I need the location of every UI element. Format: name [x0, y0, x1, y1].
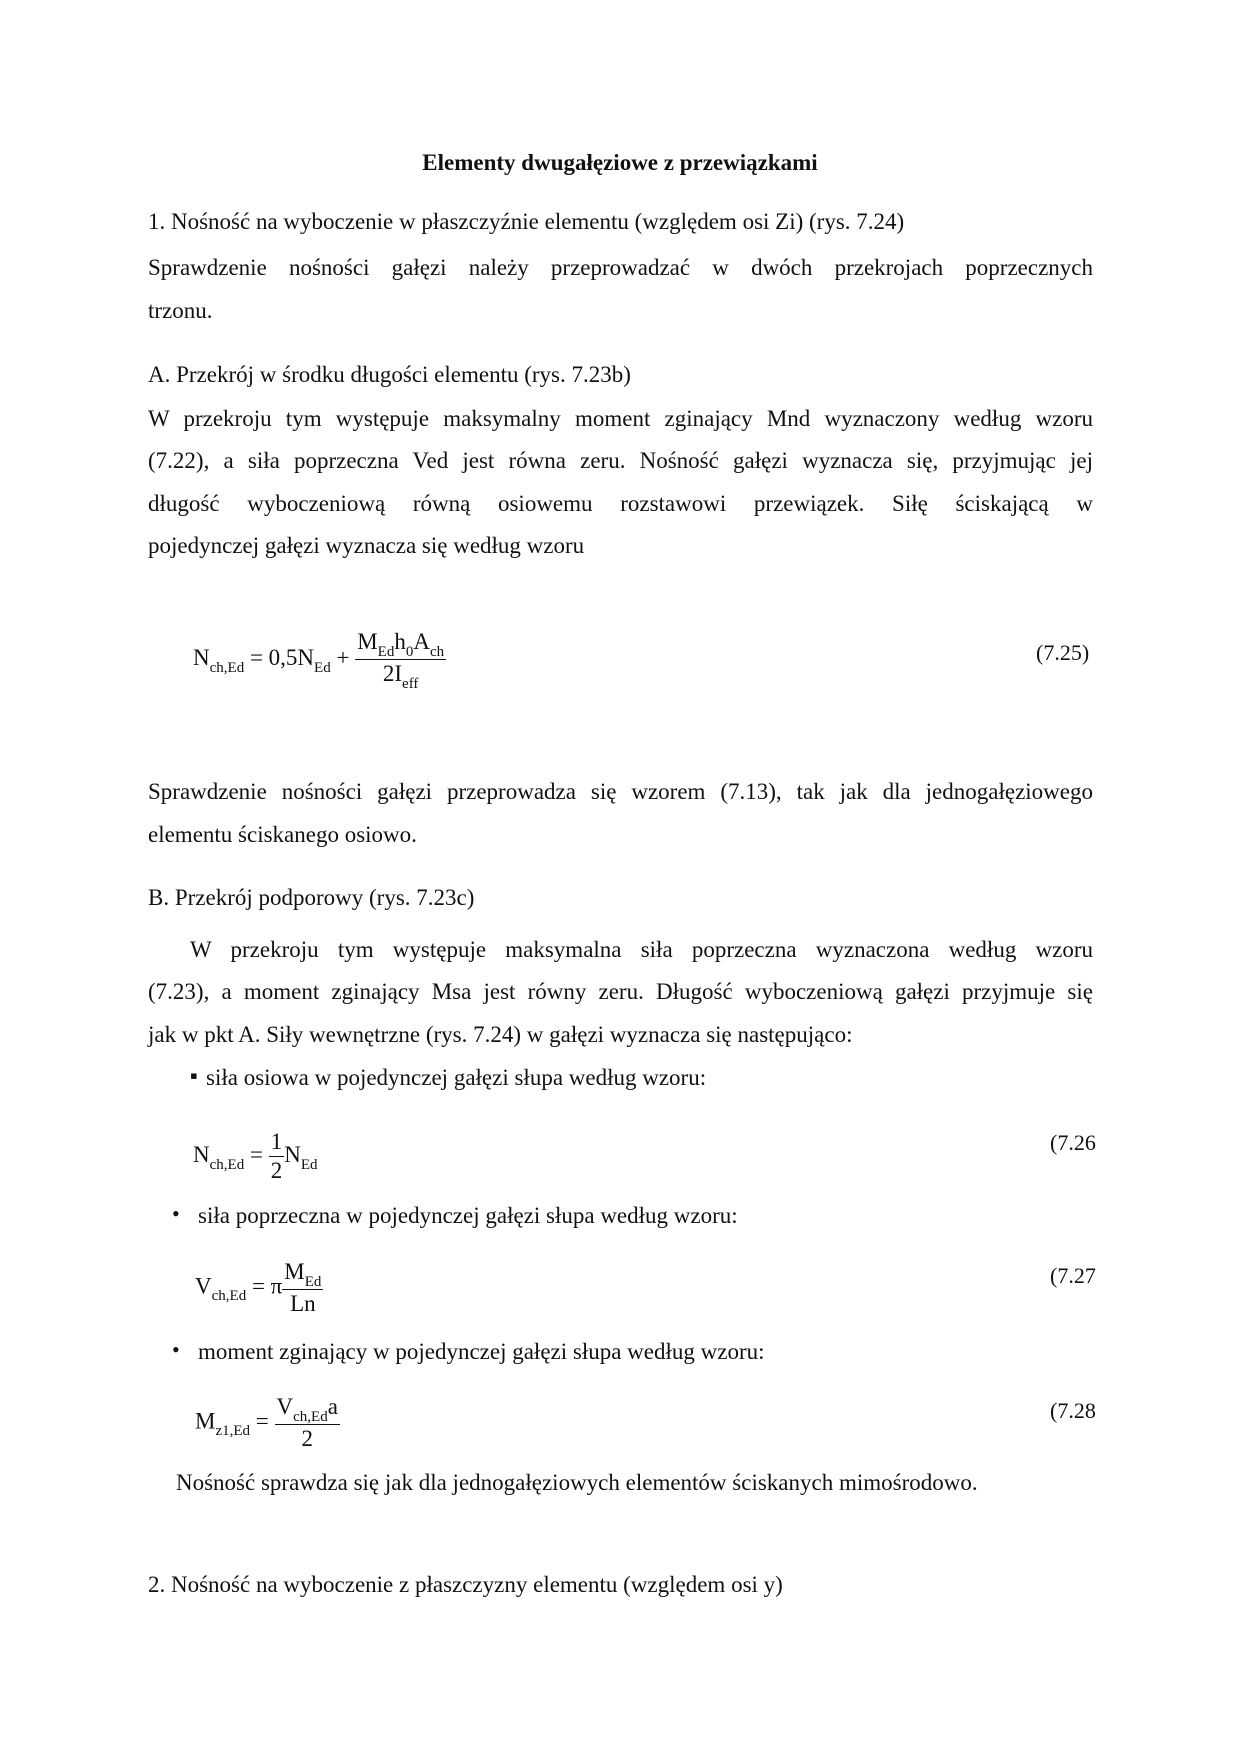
bullet-1-marker: ▪ [190, 1063, 198, 1088]
bullet-3-marker: • [172, 1337, 180, 1362]
page-title: Elementy dwugałęziowe z przewiązkami [422, 150, 818, 175]
paragraph-a-line-2: (7.22), a siła poprzeczna Ved jest równa zeru. Nośność gałęzi wyznacza się, przyjmując jej [148, 448, 1093, 473]
bullet-3-text: moment zginający w pojedynczej gałęzi słupa według wzoru: [198, 1339, 765, 1364]
subsection-b-heading: B. Przekrój podporowy (rys. 7.23c) [148, 885, 475, 910]
eq725-rhs1-sub: Ed [314, 659, 331, 676]
bullet-2-marker: • [172, 1201, 180, 1226]
paragraph-b-line-1: Sprawdzenie nośności gałęzi przeprowadza się wzorem (7.13), tak jak dla jednogałęziowego [148, 779, 1093, 804]
paragraph-a-line-4: pojedynczej gałęzi wyznacza się według wzoru [148, 533, 585, 558]
eq725-plus: + [336, 644, 350, 670]
equation-number-7-25: (7.25) [1036, 640, 1090, 665]
eq728-fraction: $\frac{V_{ch,Ed}a}{2}$ [276, 1394, 338, 1451]
paragraph-c-line-2: (7.23), a moment zginający Msa jest równy zeru. Długość wyboczeniową gałęzi przyjmuje się [148, 979, 1093, 1004]
paragraph-1-line-1: Sprawdzenie nośności gałęzi należy przeprowadzać w dwóch przekrojach poprzecznych [148, 255, 1093, 280]
eq725-rhs1: = 0,5N [249, 644, 315, 670]
paragraph-c-line-1: W przekroju tym występuje maksymalna siła poprzeczna wyznaczona według wzoru [190, 937, 1093, 962]
bullet-1-text: siła osiowa w pojedynczej gałęzi słupa według wzoru: [206, 1065, 707, 1090]
bullet-2-text: siła poprzeczna w pojedynczej gałęzi słupa według wzoru: [198, 1203, 738, 1228]
eq725-denominator: $2I_{eff}$ [382, 661, 419, 692]
subsection-a-heading: A. Przekrój w środku długości elementu (rys. 7.23b) [148, 362, 631, 387]
equation-number-7-27: (7.27 [1050, 1263, 1096, 1288]
paragraph-b-line-2: elementu ściskanego osiowo. [148, 822, 417, 847]
eq725-fraction [355, 628, 446, 691]
eq725-lhs-sub: ch,Ed [209, 659, 245, 676]
paragraph-a-line-1: W przekroju tym występuje maksymalny moment zginający Mnd wyznaczony według wzoru [148, 406, 1093, 431]
eq725-lhs: N [193, 644, 210, 670]
section-2-heading: 2. Nośność na wyboczenie z płaszczyzny elementu (względem osi y) [148, 1572, 783, 1597]
equation-7-25 [193, 628, 446, 691]
equation-7-26: $N_{ch,Ed}$ = $\frac{1}{2}$ $N_{Ed}$ [193, 1129, 318, 1183]
equation-number-7-26: (7.26 [1050, 1130, 1096, 1155]
paragraph-d: Nośność sprawdza się jak dla jednogałęziowych elementów ściskanych mimośrodowo. [176, 1470, 978, 1495]
equation-7-27: $V_{ch,Ed} = \pi$ $\frac{M_{Ed}}{Ln}$ [195, 1259, 322, 1316]
eq727-fraction: $\frac{M_{Ed}}{Ln}$ [284, 1259, 322, 1316]
eq726-fraction: $\frac{1}{2}$ [270, 1129, 283, 1183]
equation-number-7-28: (7.28 [1050, 1398, 1096, 1423]
paragraph-c-line-3: jak w pkt A. Siły wewnętrzne (rys. 7.24) w gałęzi wyznacza się następująco: [148, 1022, 853, 1047]
paragraph-1-line-2: trzonu. [148, 298, 213, 323]
paragraph-a-line-3: długość wyboczeniową równą osiowemu rozstawowi przewiązek. Siłę ściskającą w [148, 491, 1093, 516]
equation-7-28: $M_{z1,Ed}$ = $\frac{V_{ch,Ed}a}{2}$ [195, 1394, 338, 1451]
eq725-numerator: $M_{Ed}h_0A_{ch}$ [357, 629, 445, 660]
section-1-heading: 1. Nośność na wyboczenie w płaszczyźnie elementu (względem osi Zi) (rys. 7.24) [148, 209, 905, 234]
